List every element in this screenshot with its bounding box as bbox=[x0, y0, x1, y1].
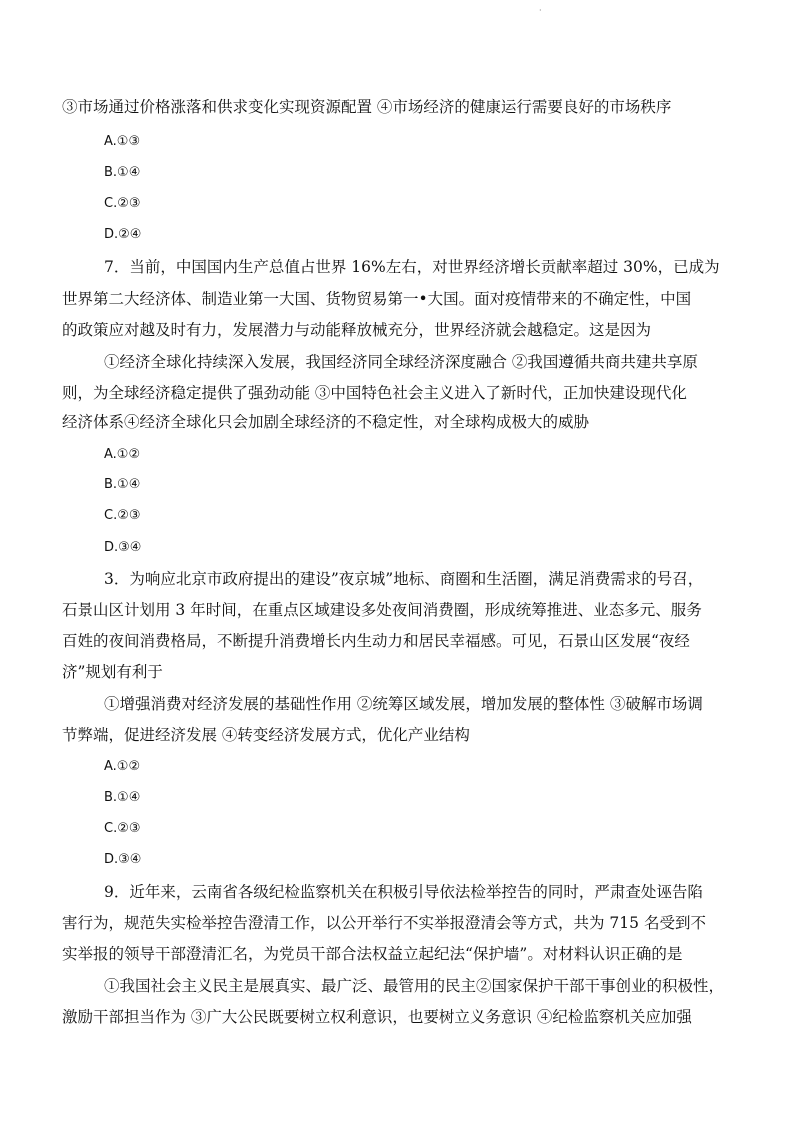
q9-choice-line-1: ①我国社会主义民主是展真实、最广泛、最管用的民主②国家保护干部干事创业的积极性， bbox=[104, 977, 725, 995]
q3-stem-line-1: 3．为响应北京市政府提出的建设”夜京城”地标、商圈和生活圈，满足消费需求的号召， bbox=[104, 570, 704, 588]
prev-option-b: B.①④ bbox=[104, 165, 141, 180]
q7-stem-line-1: 7．当前，中国国内生产总值占世界 16%左右，对世界经济增长贡献率超过 30%，已成为 bbox=[104, 258, 720, 276]
q3-choice-line-2: 节弊端，促进经济发展 ④转变经济发展方式，优化产业结构 bbox=[62, 726, 470, 744]
prev-choice-line: ③市场通过价格涨落和供求变化实现资源配置 ④市场经济的健康运行需要良好的市场秩序 bbox=[62, 98, 672, 116]
q3-stem-line-4: 济”规划有利于 bbox=[62, 663, 163, 681]
q9-stem-line-2: 害行为，规范失实检举控告澄清工作，以公开举行不实举报澄清会等方式，共为 715 名受到不 bbox=[62, 914, 706, 932]
q7-choice-line-2: 则，为全球经济稳定提供了强劲动能 ③中国特色社会主义进入了新时代，正加快建设现代化 bbox=[62, 384, 687, 402]
q7-stem-line-3: 的政策应对越及时有力，发展潜力与动能释放械充分，世界经济就会越稳定。这是因为 bbox=[62, 321, 652, 339]
q7-option-b: B.①④ bbox=[104, 477, 141, 492]
prev-option-d: D.②④ bbox=[104, 227, 142, 242]
q3-option-d: D.③④ bbox=[104, 852, 142, 867]
q7-option-c: C.②③ bbox=[104, 508, 141, 523]
prev-option-a: A.①③ bbox=[104, 134, 141, 149]
q3-stem-line-3: 百姓的夜间消费格局，不断提升消费增长内生动力和居民幸福感。可见，石景山区发展“夜经 bbox=[62, 632, 690, 650]
q9-choice-line-2: 激励干部担当作为 ③广大公民既要树立权利意识，也要树立义务意识 ④纪检监察机关应加强 bbox=[62, 1008, 692, 1026]
q3-choice-line-1: ①增强消费对经济发展的基础性作用 ②统筹区域发展，增加发展的整体性 ③破解市场调 bbox=[104, 695, 703, 713]
q7-stem-line-2: 世界第二大经济体、制造业第一大国、货物贸易第一•大国。面对疫情带来的不确定性，中国 bbox=[62, 290, 692, 308]
q3-stem-line-2: 石景山区计划用 3 年时间，在重点区域建设多处夜间消费圈，形成统筹推进、业态多元、服务 bbox=[62, 601, 702, 619]
q9-stem-line-1: 9．近年来，云南省各级纪检监察机关在积极引导依法检举控告的同时，严肃查处诬告陷 bbox=[104, 883, 703, 901]
q3-option-a: A.①② bbox=[104, 759, 141, 774]
q3-option-c: C.②③ bbox=[104, 821, 141, 836]
q7-choice-line-3: 经济体系④经济全球化只会加剧全球经济的不稳定性，对全球构成极大的威胁 bbox=[62, 413, 590, 431]
q7-choice-line-1: ①经济全球化持续深入发展，我国经济同全球经济深度融合 ②我国遵循共商共建共享原 bbox=[104, 353, 698, 371]
q3-option-b: B.①④ bbox=[104, 790, 141, 805]
header-mark: · bbox=[539, 6, 542, 15]
q7-option-d: D.③④ bbox=[104, 540, 142, 555]
q7-option-a: A.①② bbox=[104, 447, 141, 462]
prev-option-c: C.②③ bbox=[104, 196, 141, 211]
q9-stem-line-3: 实举报的领导干部澄清汇名，为党员干部合法权益立起纪法“保护墙”。对材料认识正确的是 bbox=[62, 945, 683, 963]
